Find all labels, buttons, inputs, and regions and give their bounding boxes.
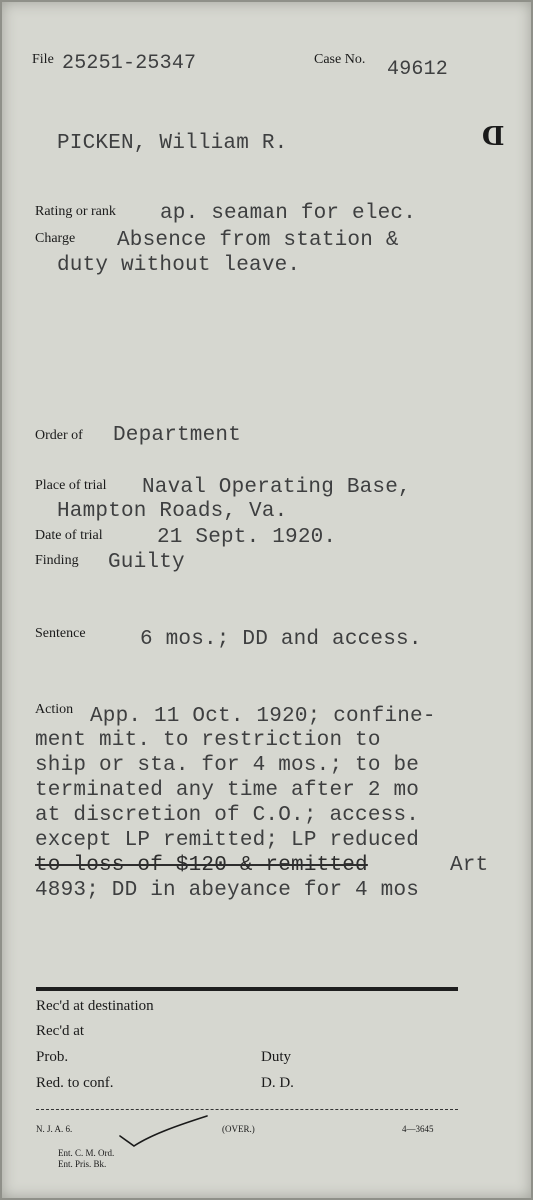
date-of-trial-label: Date of trial — [35, 528, 103, 543]
finding-label: Finding — [35, 553, 79, 568]
case-number-label: Case No. — [314, 52, 366, 67]
order-label: Order of — [35, 428, 83, 443]
form-number: 4—3645 — [402, 1124, 434, 1134]
prob-label: Prob. — [36, 1049, 69, 1065]
case-number: 49612 — [387, 58, 449, 81]
file-number: 25251-25347 — [62, 52, 197, 75]
action-line-last: 4893; DD in abeyance for 4 mos — [35, 879, 420, 902]
ent-pris-bk-label: Ent. Pris. Bk. — [58, 1159, 107, 1169]
defendant-name: PICKEN, William R. — [57, 132, 288, 155]
place-of-trial-label: Place of trial — [35, 478, 107, 493]
rating-value: ap. seaman for elec. — [160, 202, 417, 225]
dd-label: D. D. — [261, 1075, 294, 1091]
action-struck-text: to loss of $120 & remitted — [35, 854, 368, 877]
action-struck-tail: Art — [450, 854, 489, 877]
action-line-2: ment mit. to restriction to — [35, 729, 381, 752]
action-line-6: except LP remitted; LP reduced — [35, 829, 420, 852]
date-of-trial-value: 21 Sept. 1920. — [157, 526, 337, 549]
action-line-1: App. 11 Oct. 1920; confine- — [90, 705, 436, 728]
order-value: Department — [113, 424, 242, 447]
over-note: (OVER.) — [222, 1124, 255, 1134]
case-record-card — [2, 2, 531, 1198]
action-line-3: ship or sta. for 4 mos.; to be — [35, 754, 420, 777]
recd-at-label: Rec'd at — [36, 1023, 85, 1039]
finding-value: Guilty — [108, 551, 185, 574]
check-mark-icon — [112, 1114, 212, 1154]
red-to-conf-label: Red. to conf. — [36, 1075, 114, 1091]
corner-handwritten-mark: D — [482, 122, 505, 152]
action-line-5: at discretion of C.O.; access. — [35, 804, 420, 827]
place-line-2: Hampton Roads, Va. — [57, 500, 288, 523]
charge-line-2: duty without leave. — [57, 254, 301, 277]
charge-line-1: Absence from station & — [117, 229, 399, 252]
sentence-value: 6 mos.; DD and access. — [140, 628, 422, 651]
rating-label: Rating or rank — [35, 204, 116, 219]
footer-thick-rule — [36, 987, 458, 991]
form-code: N. J. A. 6. — [36, 1124, 73, 1134]
action-line-4: terminated any time after 2 mo — [35, 779, 420, 802]
file-label: File — [32, 52, 54, 67]
duty-label: Duty — [261, 1049, 291, 1065]
action-label: Action — [35, 702, 74, 717]
ent-cm-ord-label: Ent. C. M. Ord. — [58, 1148, 115, 1158]
recd-destination-label: Rec'd at destination — [36, 998, 154, 1014]
place-line-1: Naval Operating Base, — [142, 476, 411, 499]
sentence-label: Sentence — [35, 626, 86, 641]
footer-dashed-rule — [36, 1109, 458, 1110]
charge-label: Charge — [35, 231, 76, 246]
